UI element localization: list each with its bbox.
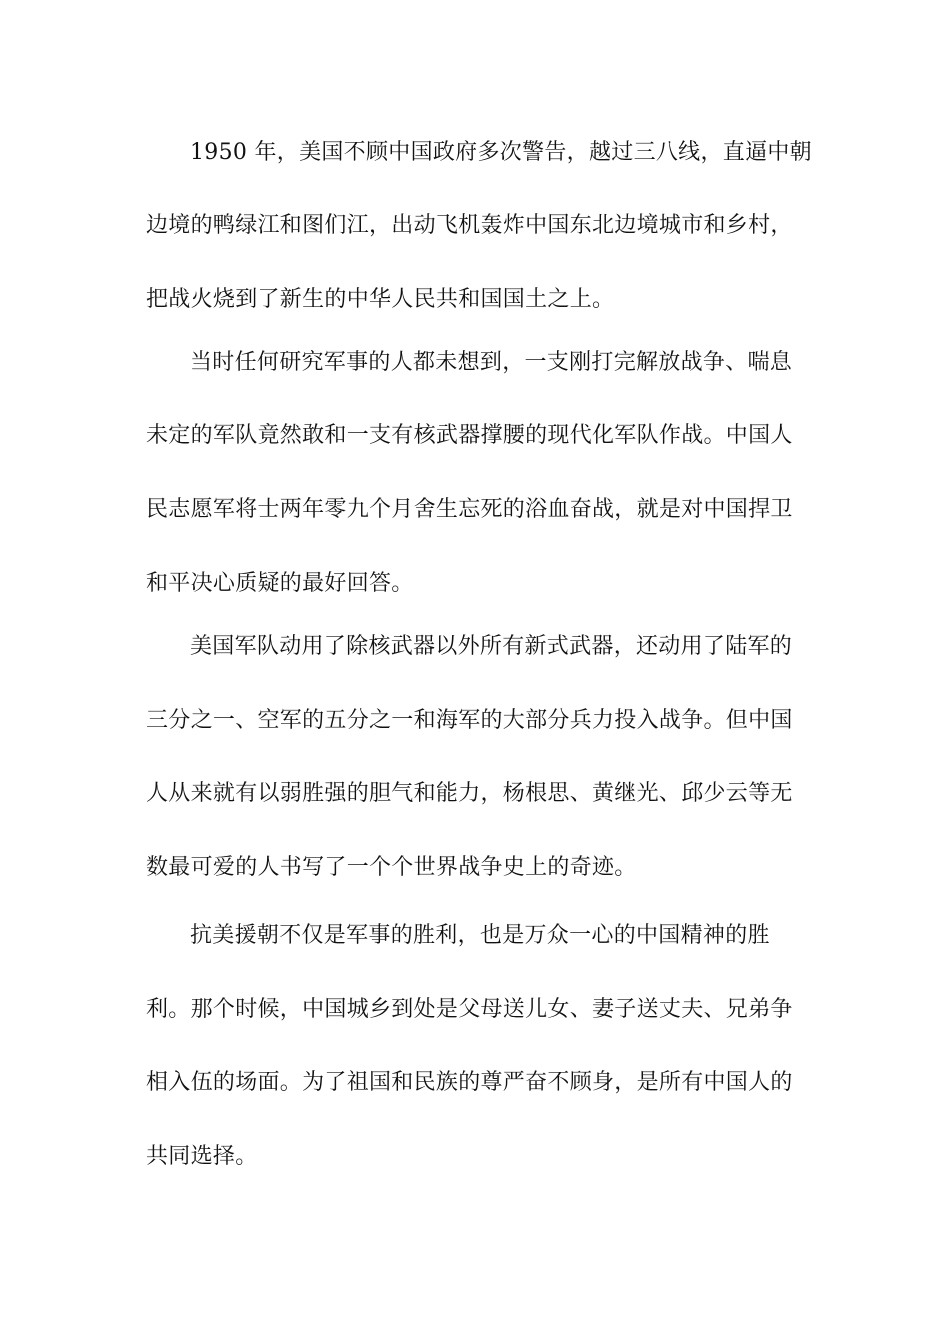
- paragraph-1-line-2: 边境的鸭绿江和图们江，出动飞机轰炸中国东北边境城市和乡村，: [146, 213, 793, 238]
- paragraph-2-line-1: 当时任何研究军事的人都未想到，一支刚打完解放战争、喘息: [190, 350, 793, 375]
- paragraph-2-line-2: 未定的军队竟然敢和一支有核武器撑腰的现代化军队作战。中国人: [146, 423, 793, 448]
- paragraph-1-line-1: 1950 年，美国不顾中国政府多次警告，越过三八线，直逼中朝: [190, 140, 812, 165]
- paragraph-4-line-3: 相入伍的场面。为了祖国和民族的尊严奋不顾身，是所有中国人的: [146, 1070, 793, 1095]
- paragraph-3-line-1: 美国军队动用了除核武器以外所有新式武器，还动用了陆军的: [190, 634, 793, 659]
- paragraph-1-line-3: 把战火烧到了新生的中华人民共和国国土之上。: [146, 287, 615, 312]
- paragraph-3-line-2: 三分之一、空军的五分之一和海军的大部分兵力投入战争。但中国: [146, 708, 793, 733]
- paragraph-4-line-4: 共同选择。: [146, 1144, 258, 1169]
- paragraph-4-line-2: 利。那个时候，中国城乡到处是父母送儿女、妻子送丈夫、兄弟争: [146, 997, 793, 1022]
- paragraph-2-line-3: 民志愿军将士两年零九个月舍生忘死的浴血奋战，就是对中国捍卫: [146, 497, 793, 522]
- paragraph-3-line-4: 数最可爱的人书写了一个个世界战争史上的奇迹。: [146, 855, 637, 880]
- paragraph-4-line-1: 抗美援朝不仅是军事的胜利，也是万众一心的中国精神的胜: [190, 923, 770, 948]
- paragraph-3-line-3: 人从来就有以弱胜强的胆气和能力，杨根思、黄继光、邱少云等无: [146, 781, 793, 806]
- paragraph-2-line-4: 和平决心质疑的最好回答。: [146, 571, 414, 596]
